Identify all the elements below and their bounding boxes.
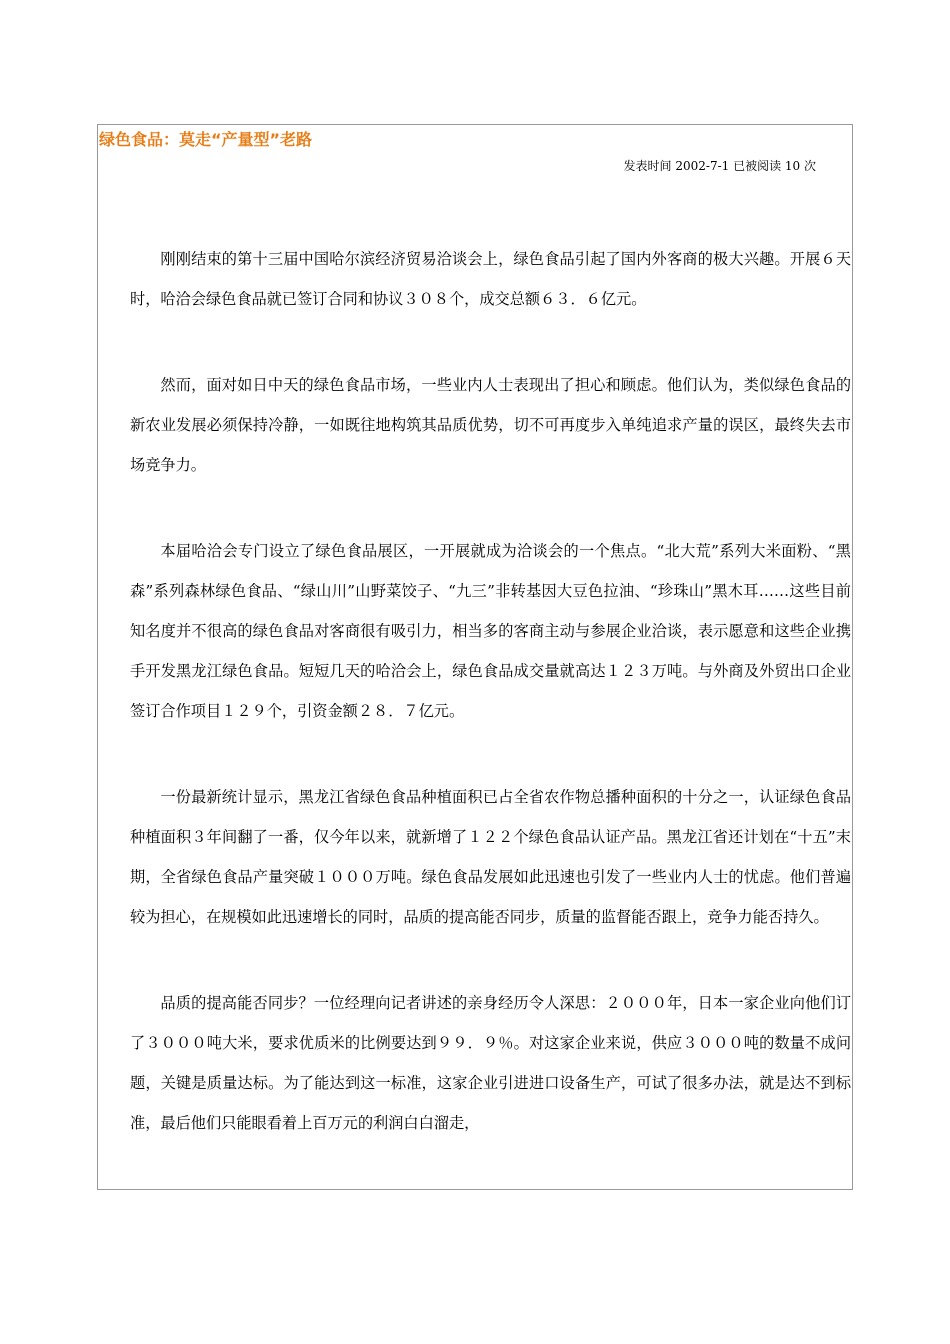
article-frame <box>97 124 853 1190</box>
paragraph: 然而，面对如日中天的绿色食品市场，一些业内人士表现出了担心和顾虑。他们认为，类似绿色食品的新农业发展必须保持冷静，一如既往地构筑其品质优势，切不可再度步入单纯追求产量的误区，最终失去市场竞争力。 <box>130 376 851 474</box>
paragraph: 刚刚结束的第十三届中国哈尔滨经济贸易洽谈会上，绿色食品引起了国内外客商的极大兴趣。开展６天时，哈洽会绿色食品就已签订合同和协议３０８个，成交总额６３．６亿元。 <box>130 250 851 308</box>
article-body <box>130 239 851 1189</box>
article-title: 绿色食品：莫走“产量型”老路 <box>99 130 313 149</box>
paragraph: 品质的提高能否同步？一位经理向记者讲述的亲身经历令人深思：２０００年，日本一家企业向他们订了３０００吨大米，要求优质米的比例要达到９９．９％。对这家企业来说，供应３０００吨的数量不成问题，关键是质量达标。为了能达到这一标准，这家企业引进进口设备生产，可试了很多办法，就是达不到标准，最后他们只能眼看着上百万元的利润白白溜走， <box>130 994 851 1132</box>
publish-meta: 发表时间 2002-7-1 已被阅读 10 次 <box>623 159 816 173</box>
paragraph: 一份最新统计显示，黑龙江省绿色食品种植面积已占全省农作物总播种面积的十分之一，认证绿色食品种植面积３年间翻了一番，仅今年以来，就新增了１２２个绿色食品认证产品。黑龙江省还计划在“十五”末期，全省绿色食品产量突破１０００万吨。绿色食品发展如此迅速也引发了一些业内人士的忧虑。他们普遍较为担心，在规模如此迅速增长的同时，品质的提高能否同步，质量的监督能否跟上，竞争力能否持久。 <box>130 788 851 926</box>
paragraph: 本届哈洽会专门设立了绿色食品展区，一开展就成为洽谈会的一个焦点。“北大荒”系列大米面粉、“黑森”系列森林绿色食品、“绿山川”山野菜饺子、“九三”非转基因大豆色拉油、“珍珠山”黑木耳……这些目前知名度并不很高的绿色食品对客商很有吸引力，相当多的客商主动与参展企业洽谈，表示愿意和这些企业携手开发黑龙江绿色食品。短短几天的哈洽会上，绿色食品成交量就高达１２３万吨。与外商及外贸出口企业签订合作项目１２９个，引资金额２８．７亿元。 <box>130 542 851 720</box>
